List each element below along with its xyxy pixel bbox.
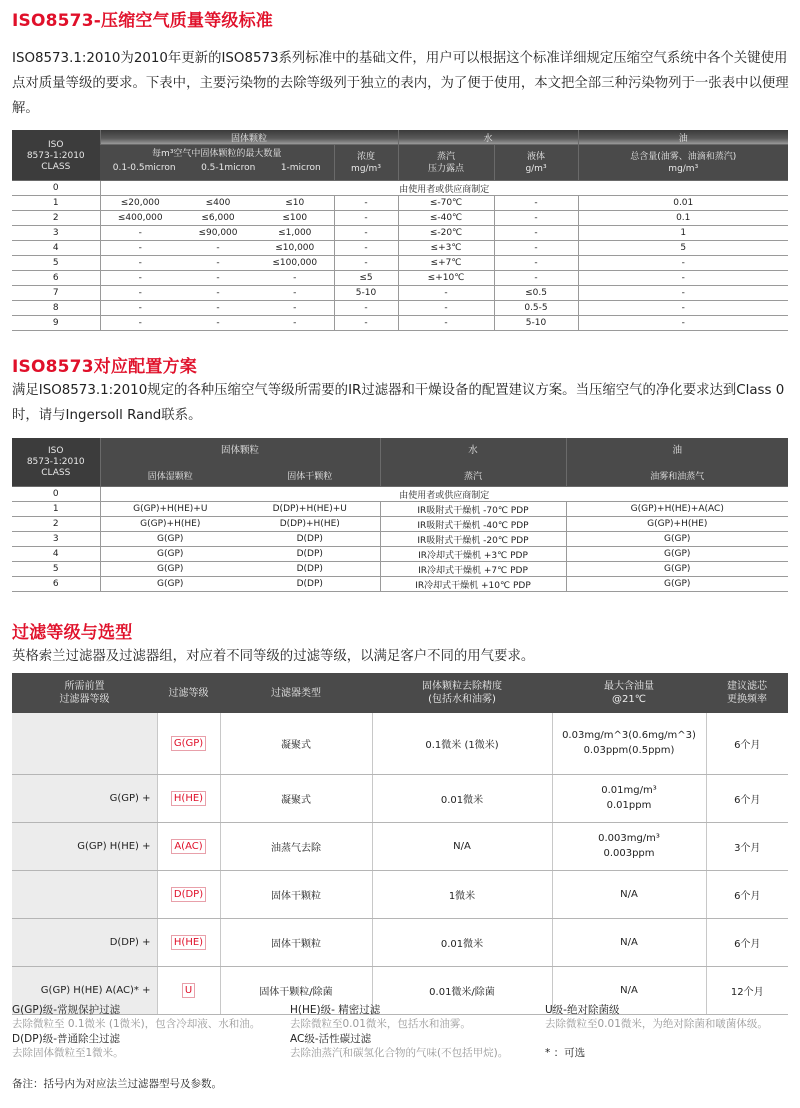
table-row — [12, 211, 788, 226]
table-cell: ≤10 — [256, 196, 334, 211]
table-cell: - — [100, 241, 180, 256]
table-cell: G(GP)+H(HE)+U — [100, 502, 240, 517]
pre-filter-cell: D(DP) + — [12, 918, 157, 966]
table-cell: - — [100, 301, 180, 316]
table-cell: - — [256, 286, 334, 301]
table-cell: - — [494, 241, 578, 256]
table-cell: ≤100 — [256, 211, 334, 226]
table-row — [12, 517, 788, 532]
table-cell: G(GP) — [100, 562, 240, 577]
table-cell: 4 — [12, 241, 100, 256]
table-row — [12, 256, 788, 271]
table-cell: - — [256, 271, 334, 286]
table-cell: IR冷却式干燥机 +3℃ PDP — [380, 547, 566, 562]
grade-cell: G(GP) — [157, 713, 220, 774]
table-cell: G(GP) — [566, 562, 788, 577]
table-cell: D(DP)+H(HE)+U — [240, 502, 380, 517]
precision-cell: 0.1微米 (1微米) — [372, 713, 552, 774]
table-row: 0 由使用者或供应商制定 — [12, 181, 788, 196]
grade-cell: H(HE) — [157, 918, 220, 966]
table-cell: - — [180, 316, 256, 331]
oil-content-cell: 0.03mg/m^3(0.6mg/m^3) 0.03ppm(0.5ppm) — [552, 713, 706, 774]
replace-freq-cell: 6个月 — [706, 918, 788, 966]
particle-col-1: 0.5-1micron — [201, 163, 256, 174]
grade-cell: A(AC) — [157, 822, 220, 870]
table-cell: ≤100,000 — [256, 256, 334, 271]
table-cell: D(DP) — [240, 532, 380, 547]
table-row — [12, 870, 788, 918]
replace-freq-cell: 6个月 — [706, 870, 788, 918]
iso-class-header: ISO 8573-1:2010 CLASS — [12, 130, 100, 181]
table-cell: ≤6,000 — [180, 211, 256, 226]
table-cell: 0.1 — [578, 211, 788, 226]
table-row — [12, 547, 788, 562]
table-cell: - — [494, 226, 578, 241]
table-cell: ≤10,000 — [256, 241, 334, 256]
table-row — [12, 713, 788, 774]
table-row: 0 由使用者或供应商制定 — [12, 487, 788, 502]
table-row — [12, 271, 788, 286]
table-cell: 3 — [12, 532, 100, 547]
table-cell: - — [180, 256, 256, 271]
table-cell: ≤-40℃ — [398, 211, 494, 226]
table-cell: ≤+3℃ — [398, 241, 494, 256]
precision-cell: 0.01微米/除菌 — [372, 966, 552, 1014]
table-cell: G(GP)+H(HE) — [100, 517, 240, 532]
table-cell: 9 — [12, 316, 100, 331]
oil-content-header: 最大含油量 @21℃ — [552, 673, 706, 713]
legend-u: U级-绝对除菌级 去除微粒至0.01微米，为绝对除菌和啵菌体级。 — [545, 1004, 768, 1030]
oil-content-cell: N/A — [552, 870, 706, 918]
table-cell: - — [180, 271, 256, 286]
iso-class-table — [12, 130, 788, 331]
pre-filter-header: 所需前置 过滤器等级 — [12, 673, 157, 713]
pre-filter-cell — [12, 713, 157, 774]
table-cell: G(GP) — [100, 532, 240, 547]
table-cell: - — [334, 256, 398, 271]
table-cell: D(DP) — [240, 562, 380, 577]
filter-type-cell: 固体干颗粒/除菌 — [220, 966, 372, 1014]
table-cell: ≤+10℃ — [398, 271, 494, 286]
table-cell: D(DP) — [240, 547, 380, 562]
replace-freq-cell: 6个月 — [706, 774, 788, 822]
legend-ac: AC级-活性碳过滤 去除油蒸汽和碳氢化合物的气味(不包括甲烷)。 — [290, 1033, 509, 1059]
grade-cell: D(DP) — [157, 870, 220, 918]
table-row — [12, 316, 788, 331]
table-cell: - — [334, 301, 398, 316]
table-row — [12, 241, 788, 256]
table-cell: - — [494, 196, 578, 211]
table-cell: 5 — [12, 562, 100, 577]
precision-header: 固体颗粒去除精度 (包括水和油雾) — [372, 673, 552, 713]
vapor-dewpoint-header: 蒸汽 压力露点 — [398, 145, 494, 181]
water-group-header: 水 蒸汽 — [380, 438, 566, 487]
liquid-header: 液体 g/m³ — [494, 145, 578, 181]
oil-content-cell: 0.01mg/m³ 0.01ppm — [552, 774, 706, 822]
table-cell: ≤0.5 — [494, 286, 578, 301]
solid-particle-group-header: 固体颗粒 — [100, 130, 398, 145]
table-cell: 4 — [12, 547, 100, 562]
table-cell: 1 — [12, 502, 100, 517]
table-cell: - — [100, 286, 180, 301]
section1-paragraph: ISO8573.1:2010为2010年更新的ISO8573系列标准中的基础文件，用户可以根据这个标准详细规定压缩空气系统中各个关键使用点对质量等级的要求。下表中，主要污染物的去除等级列于独立的表内，为了便于使用，本文把全部三种污染物列于一张表中以便理解。 — [12, 51, 789, 116]
replace-freq-header: 建议滤芯 更换频率 — [706, 673, 788, 713]
table-cell: G(GP)+H(HE)+A(AC) — [566, 502, 788, 517]
pre-filter-cell — [12, 870, 157, 918]
table-cell: 0.01 — [578, 196, 788, 211]
table-cell: 8 — [12, 301, 100, 316]
grade-cell: U — [157, 966, 220, 1014]
table-cell: 6 — [12, 577, 100, 592]
wet-particle-header: 固体湿颗粒 — [147, 472, 193, 482]
table-cell: - — [398, 286, 494, 301]
legend-he: H(HE)级- 精密过滤 去除微粒至0.01微米，包括水和油雾。 — [290, 1004, 471, 1030]
table-cell: - — [334, 226, 398, 241]
filter-type-cell: 油蒸气去除 — [220, 822, 372, 870]
footnote: 备注：括号内为对应法兰过滤器型号及参数。 — [12, 1078, 222, 1090]
pre-filter-cell: G(GP) + — [12, 774, 157, 822]
filter-type-header: 过滤器类型 — [220, 673, 372, 713]
table-row — [12, 502, 788, 517]
oil-group-header: 油 — [578, 130, 788, 145]
table-row — [12, 196, 788, 211]
table-row — [12, 577, 788, 592]
precision-cell: 0.01微米 — [372, 774, 552, 822]
precision-cell: N/A — [372, 822, 552, 870]
table-row — [12, 918, 788, 966]
table-cell: ≤-20℃ — [398, 226, 494, 241]
oil-group-header: 油 油雾和油蒸气 — [566, 438, 788, 487]
table-cell: - — [100, 256, 180, 271]
section1-title: ISO8573-压缩空气质量等级标准 — [12, 11, 273, 31]
table-row — [12, 301, 788, 316]
section3-paragraph: 英格索兰过滤器及过滤器组，对应着不同等级的过滤等级，以满足客户不同的用气要求。 — [12, 649, 535, 664]
filter-type-cell: 固体干颗粒 — [220, 918, 372, 966]
table-cell: ≤-70℃ — [398, 196, 494, 211]
filter-type-cell: 固体干颗粒 — [220, 870, 372, 918]
table-cell: - — [256, 316, 334, 331]
table-cell: - — [494, 211, 578, 226]
table-cell: G(GP)+H(HE) — [566, 517, 788, 532]
table-cell: - — [100, 226, 180, 241]
table-cell: 0.5-5 — [494, 301, 578, 316]
table-cell: - — [578, 256, 788, 271]
solid-particle-group-header: 固体颗粒 固体湿颗粒 固体干颗粒 — [100, 438, 380, 487]
table-cell: - — [398, 316, 494, 331]
precision-cell: 0.01微米 — [372, 918, 552, 966]
table-cell: 7 — [12, 286, 100, 301]
table-cell: 3 — [12, 226, 100, 241]
table-cell: G(GP) — [100, 547, 240, 562]
table-cell: G(GP) — [566, 577, 788, 592]
replace-freq-cell: 6个月 — [706, 713, 788, 774]
filter-grade-table — [12, 673, 788, 1015]
table-row — [12, 562, 788, 577]
legend-optional: * ：可选 — [545, 1047, 586, 1059]
table-cell: G(GP) — [100, 577, 240, 592]
table-row — [12, 822, 788, 870]
table-cell: - — [180, 301, 256, 316]
legend-dp: D(DP)级-普通除尘过滤 去除固体微粒至1微米。 — [12, 1033, 124, 1059]
table-cell: ≤90,000 — [180, 226, 256, 241]
table-cell: - — [578, 286, 788, 301]
legend-gp: G(GP)级-常规保护过滤 去除微粒至 0.1微米 (1微米)，包含冷却液、水和油。 — [12, 1004, 261, 1030]
table-cell: - — [100, 271, 180, 286]
table-cell: ≤400 — [180, 196, 256, 211]
table-cell: 2 — [12, 517, 100, 532]
replace-freq-cell: 3个月 — [706, 822, 788, 870]
table-cell: - — [494, 271, 578, 286]
table-row — [12, 532, 788, 547]
pre-filter-cell: G(GP) H(HE) + — [12, 822, 157, 870]
particle-col-2: 1-micron — [280, 163, 321, 174]
table-row — [12, 226, 788, 241]
grade-header: 过滤等级 — [157, 673, 220, 713]
table-cell: - — [180, 286, 256, 301]
table-cell: - — [334, 196, 398, 211]
table-cell: 5-10 — [494, 316, 578, 331]
table-cell: - — [578, 301, 788, 316]
table-cell: - — [180, 241, 256, 256]
table-cell: - — [398, 301, 494, 316]
oil-content-cell: N/A — [552, 918, 706, 966]
table-cell: ≤+7℃ — [398, 256, 494, 271]
table-cell: G(GP) — [566, 532, 788, 547]
table-cell: 5-10 — [334, 286, 398, 301]
table-cell: ≤20,000 — [100, 196, 180, 211]
section2-paragraph: 满足ISO8573.1:2010规定的各种压缩空气等级所需要的IR过滤器和干燥设备的配置建议方案。当压缩空气的净化要求达到Class 0时，请与Ingersoll Rand联系。 — [12, 383, 785, 423]
config-table — [12, 438, 788, 592]
table-cell: - — [578, 271, 788, 286]
table-cell: D(DP)+H(HE) — [240, 517, 380, 532]
table-cell: - — [334, 316, 398, 331]
table-cell: - — [578, 316, 788, 331]
concentration-header: 浓度 mg/m³ — [334, 145, 398, 181]
particle-count-header: 每m³空气中固体颗粒的最大数量 0.1-0.5micron 0.5-1micron 1-micron — [100, 145, 334, 181]
table-cell: IR吸附式干燥机 -20℃ PDP — [380, 532, 566, 547]
table-cell: 1 — [12, 196, 100, 211]
iso-class-header: ISO 8573-1:2010 CLASS — [12, 438, 100, 487]
table-cell: D(DP) — [240, 577, 380, 592]
grade-cell: H(HE) — [157, 774, 220, 822]
table-cell: 1 — [578, 226, 788, 241]
water-group-header: 水 — [398, 130, 578, 145]
table-cell: 5 — [12, 256, 100, 271]
replace-freq-cell: 12个月 — [706, 966, 788, 1014]
table-row — [12, 286, 788, 301]
table-cell: - — [494, 256, 578, 271]
precision-cell: 1微米 — [372, 870, 552, 918]
table-cell: 5 — [578, 241, 788, 256]
table-cell: G(GP) — [566, 547, 788, 562]
oil-content-cell: N/A — [552, 966, 706, 1014]
table-cell: IR冷却式干燥机 +10℃ PDP — [380, 577, 566, 592]
table-cell: 6 — [12, 271, 100, 286]
table-cell: - — [100, 316, 180, 331]
section2-title: ISO8573对应配置方案 — [12, 357, 197, 377]
filter-type-cell: 凝聚式 — [220, 774, 372, 822]
table-row — [12, 774, 788, 822]
section3-title: 过滤等级与选型 — [12, 623, 133, 643]
table-cell: - — [334, 211, 398, 226]
table-cell: ≤1,000 — [256, 226, 334, 241]
table-cell: 2 — [12, 211, 100, 226]
table-cell: ≤5 — [334, 271, 398, 286]
particle-col-0: 0.1-0.5micron — [112, 163, 176, 174]
dry-particle-header: 固体干颗粒 — [287, 472, 333, 482]
table-cell: IR冷却式干燥机 +7℃ PDP — [380, 562, 566, 577]
filter-type-cell: 凝聚式 — [220, 713, 372, 774]
oil-content-cell: 0.003mg/m³ 0.003ppm — [552, 822, 706, 870]
table-cell: - — [334, 241, 398, 256]
table-cell: IR吸附式干燥机 -70℃ PDP — [380, 502, 566, 517]
oil-total-header: 总含量(油雾、油滴和蒸汽) mg/m³ — [578, 145, 788, 181]
pre-filter-cell: G(GP) H(HE) A(AC)* + — [12, 966, 157, 1014]
table-cell: - — [256, 301, 334, 316]
table-cell: IR吸附式干燥机 -40℃ PDP — [380, 517, 566, 532]
table-cell: ≤400,000 — [100, 211, 180, 226]
